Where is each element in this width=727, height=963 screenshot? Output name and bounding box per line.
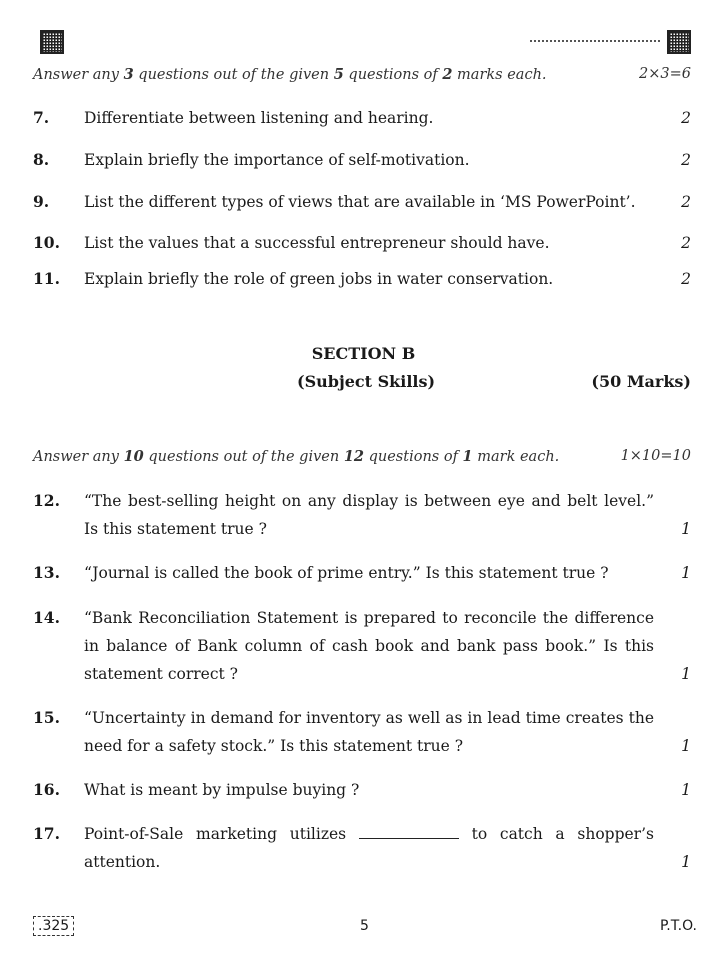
question-17 [33, 820, 691, 876]
question-text: “The best-selling height on any display is between eye and belt level.” Is this statement true ? [84, 492, 654, 538]
question-number: 10. [33, 233, 60, 252]
question-text: List the different types of views that are available in ‘MS PowerPoint’. [84, 193, 636, 211]
question-number: 17. [33, 824, 60, 843]
section-title: SECTION B [311, 344, 416, 363]
question-text: Explain briefly the role of green jobs in water conservation. [84, 270, 554, 288]
question-number: 12. [33, 491, 60, 510]
question-mark: 2 [681, 151, 691, 169]
question-text: “Bank Reconciliation Statement is prepared to reconcile the difference in balance of Bank column of cash book and bank pass book.” Is this statement correct ? [84, 609, 654, 683]
qr-code-left [40, 30, 64, 54]
instructions-text: Answer any 10 questions out of the given 12 questions of 1 mark each. [33, 448, 560, 465]
section-subtitle: (Subject Skills) [297, 372, 436, 391]
question-mark: 2 [681, 270, 691, 288]
question-mark: 1 [681, 665, 691, 683]
question-number: 16. [33, 780, 60, 799]
question-12 [33, 487, 691, 543]
instructions-section-b [33, 448, 691, 465]
question-mark: 2 [681, 234, 691, 252]
section-marks: (50 Marks) [591, 372, 691, 391]
question-mark: 1 [681, 520, 691, 538]
question-mark: 2 [681, 109, 691, 127]
question-number: 7. [33, 108, 50, 127]
question-text: Explain briefly the importance of self-motivation. [84, 151, 470, 169]
question-text: “Uncertainty in demand for inventory as well as in lead time creates the need for a safety stock.” Is this statement true ? [84, 709, 654, 755]
question-number: 9. [33, 192, 50, 211]
question-9 [33, 188, 691, 216]
question-number: 15. [33, 708, 60, 727]
subject-code: .325 [33, 916, 74, 936]
marks-formula: 1×10=10 [620, 448, 691, 464]
question-text: Point-of-Sale marketing utilizes to catch a shopper’s attention. [84, 825, 654, 871]
question-7 [33, 104, 691, 132]
question-text: Differentiate between listening and hearing. [84, 109, 434, 127]
question-10 [33, 229, 691, 257]
question-14 [33, 604, 691, 688]
marks-formula: 2×3=6 [639, 66, 691, 82]
question-15 [33, 704, 691, 760]
fill-in-blank [359, 824, 459, 839]
question-number: 11. [33, 269, 60, 288]
page-number: 5 [360, 918, 369, 934]
instructions-section-a [33, 66, 691, 83]
instructions-text: Answer any 3 questions out of the given 5 questions of 2 marks each. [33, 66, 547, 83]
question-mark: 1 [681, 781, 691, 799]
question-mark: 2 [681, 193, 691, 211]
question-text: “Journal is called the book of prime entry.” Is this statement true ? [84, 564, 609, 582]
question-number: 14. [33, 608, 60, 627]
question-text: List the values that a successful entrepreneur should have. [84, 234, 550, 252]
question-text: What is meant by impulse buying ? [84, 781, 360, 799]
question-11 [33, 265, 691, 293]
qr-code-right [667, 30, 691, 54]
question-13 [33, 559, 691, 587]
question-mark: 1 [681, 737, 691, 755]
question-16 [33, 776, 691, 804]
dotted-line [530, 40, 660, 42]
please-turn-over: P.T.O. [660, 918, 697, 934]
question-mark: 1 [681, 853, 691, 871]
question-mark: 1 [681, 564, 691, 582]
question-8 [33, 146, 691, 174]
question-number: 8. [33, 150, 50, 169]
question-number: 13. [33, 563, 60, 582]
